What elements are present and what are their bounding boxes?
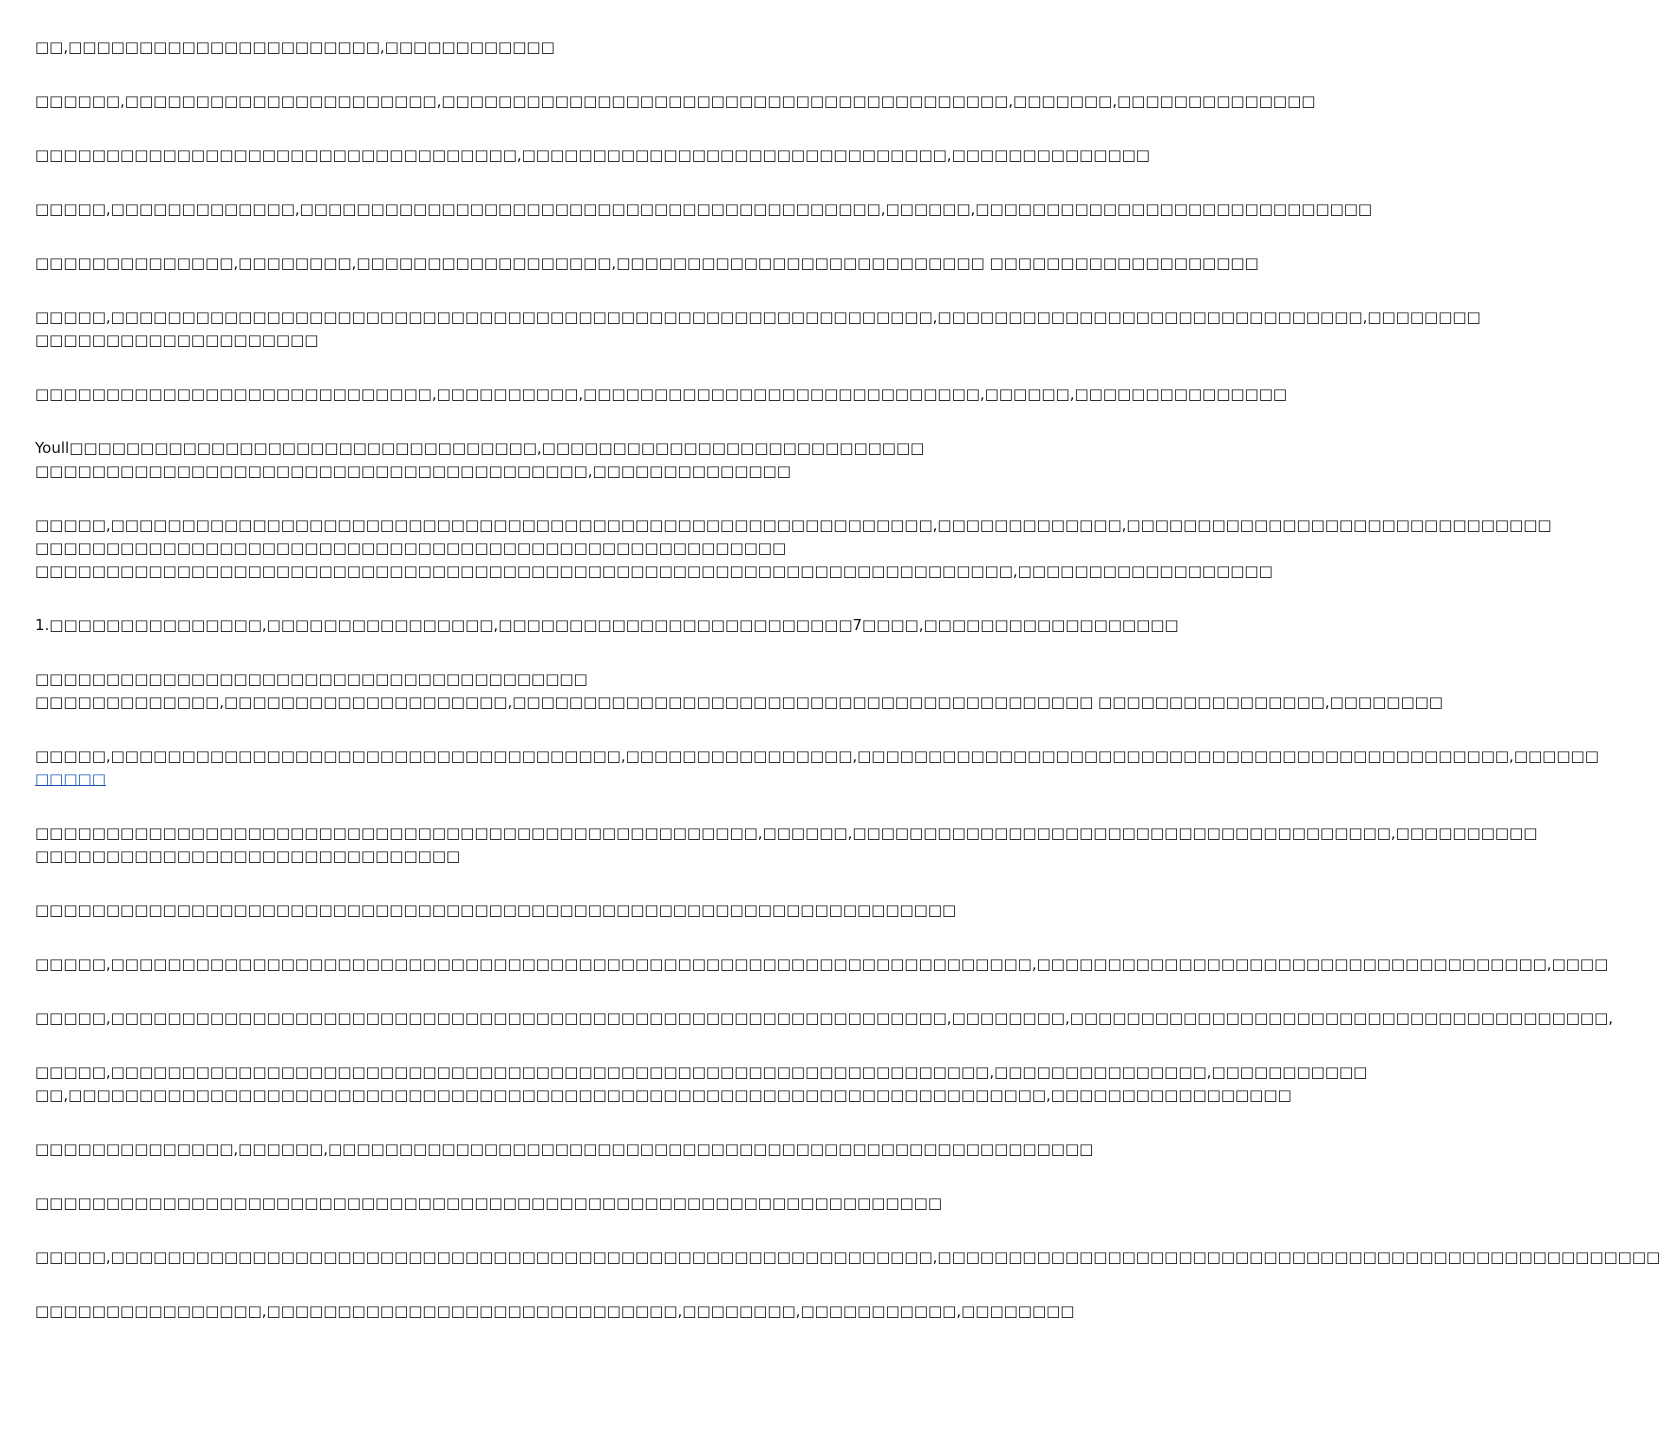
text-line: □□□□□□□□□□□□□□□□,□□□□□□□□□□□□□□□□□□□□□□□□□□□□□,□□□□□□□□,□□□□□□□□□□□,□□□□□□□□	[35, 1302, 1075, 1320]
text-line: □□□□□□□□□□□□□,□□□□□□□□□□□□□□□□□□□□,□□□□□□□□□□□□□□□□□□□□□□□□□□□□□□□□□□□□□□□□□ □□□□□□□□□□□□□□□□,□□□□□□□□	[35, 693, 1443, 711]
text-link[interactable]: □□□□□	[35, 770, 106, 788]
text-line: □□□□□□□□□□□□□□□□□□□□□□□□□□□□,□□□□□□□□□□,□□□□□□□□□□□□□□□□□□□□□□□□□□□□,□□□□□□,□□□□□□□□□□□□□□□	[35, 385, 1288, 403]
text-line: □□□□□□□□□□□□□□□□□□□□□□□□□□□□□□□□□□,□□□□□□□□□□□□□□□□□□□□□□□□□□□□□□,□□□□□□□□□□□□□□	[35, 146, 1150, 164]
text-line: □□□□□□□□□□□□□□□□□□□□	[35, 331, 319, 349]
paragraph	[35, 90, 1316, 113]
text-line: Youll□□□□□□□□□□□□□□□□□□□□□□□□□□□□□□□□□,□□□□□□□□□□□□□□□□□□□□□□□□□□□	[35, 439, 925, 457]
text-line: 1.□□□□□□□□□□□□□□□,□□□□□□□□□□□□□□□□,□□□□□□□□□□□□□□□□□□□□□□□□□7□□□□,□□□□□□□□□□□□□□□□□□	[35, 616, 1179, 634]
paragraph	[35, 437, 990, 483]
text-line: □□□□□,□□□□□□□□□□□□□,□□□□□□□□□□□□□□□□□□□□□□□□□□□□□□□□□□□□□□□□□,□□□□□□,□□□□□□□□□□□□□□□□□□□□□□□□□□□□	[35, 200, 1373, 218]
text-line: □□□□□,□□□□□□□□□□□□□□□□□□□□□□□□□□□□□□□□□□□□□□□□□□□□□□□□□□□□□□□□□□,□□□□□□□□□□□□□,□□□□□□□□□□□□□□□□□□□□□□□□□□□□□□	[35, 516, 1552, 534]
text-line: □□□□□□,□□□□□□□□□□□□□□□□□□□□□□,□□□□□□□□□□□□□□□□□□□□□□□□□□□□□□□□□□□□□□□□,□□□□□□□,□□□□□□□□□□□□□□	[35, 92, 1316, 110]
text-line: □□□□□,□□□□□□□□□□□□□□□□□□□□□□□□□□□□□□□□□□□□□□□□□□□□□□□□□□□□□□□□□□□□□□□□□,□□□□□□□□□□□□□□□□□□□□□□□□□□□□□□□□□□□□,□□□□	[35, 955, 1609, 973]
paragraph	[35, 1246, 1660, 1269]
text-line: □□□□□□□□□□□□□□□□□□□□□□□□□□□□□□□□□□□□□□□	[35, 670, 588, 688]
paragraph	[35, 668, 1443, 714]
paragraph	[35, 36, 990, 59]
document-page	[35, 36, 1660, 1436]
text-line: □□□□□□□□□□□□□□□□□□□□□□□□□□□□□□□□□□□□□□□□□□□□□□□□□□□□□□□□□□□□□□□□□	[35, 901, 957, 919]
paragraph	[35, 1061, 1368, 1107]
text-line: □□□□□□□□□□□□□□□□□□□□□□□□□□□□□□	[35, 847, 461, 865]
text-line: □□□□□□□□□□□□□□□□□□□□□□□□□□□□□□□□□□□□□□□,□□□□□□□□□□□□□□	[35, 462, 791, 480]
paragraph	[35, 514, 1552, 583]
paragraph	[35, 745, 1599, 791]
text-line: □□□□□□□□□□□□□□□□□□□□□□□□□□□□□□□□□□□□□□□□□□□□□□□□□□□□□□□□□□□□□□□□	[35, 1194, 943, 1212]
paragraph	[35, 1300, 1075, 1323]
text-line: □□□□□□□□□□□□□□□□□□□□□□□□□□□□□□□□□□□□□□□□□□□□□□□□□□□□□□□□□□□□□□□□□□□□□,□□□□□□□□□□□□□□□□□□	[35, 562, 1273, 580]
text-line: □□□□□□□□□□□□□□□□□□□□□□□□□□□□□□□□□□□□□□□□□□□□□□□□□□□,□□□□□□,□□□□□□□□□□□□□□□□□□□□□□□□□□□□□□□□□□□□□□,□□□□□□□□□□	[35, 824, 1538, 842]
text-line: □□□□□□□□□□□□□□,□□□□□□□□,□□□□□□□□□□□□□□□□□□,□□□□□□□□□□□□□□□□□□□□□□□□□□ □□□□□□□□□□□□□□□□□□□	[35, 254, 1259, 272]
paragraph	[35, 822, 1538, 868]
text-line: □□,□□□□□□□□□□□□□□□□□□□□□□□□□□□□□□□□□□□□□□□□□□□□□□□□□□□□□□□□□□□□□□□□□□□□□,□□□□□□□□□□□□□□□□□	[35, 1086, 1292, 1104]
text-line: □□□□□□□□□□□□□□□□□□□□□□□□□□□□□□□□□□□□□□□□□□□□□□□□□□□□□	[35, 539, 787, 557]
paragraph	[35, 252, 1259, 275]
paragraph	[35, 1192, 990, 1215]
text-line: □□,□□□□□□□□□□□□□□□□□□□□□□,□□□□□□□□□□□□	[35, 38, 555, 56]
paragraph	[35, 953, 1609, 976]
text-line: □□□□□,□□□□□□□□□□□□□□□□□□□□□□□□□□□□□□□□□□□□,□□□□□□□□□□□□□□□□,□□□□□□□□□□□□□□□□□□□□□□□□□□□□□□□□□□□□□□□□□□□□□□,□□□□□□	[35, 747, 1599, 765]
paragraph	[35, 614, 1179, 637]
text-line: □□□□□□□□□□□□□□,□□□□□□,□□□□□□□□□□□□□□□□□□□□□□□□□□□□□□□□□□□□□□□□□□□□□□□□□□□□□□	[35, 1140, 1094, 1158]
text-line: □□□□□,□□□□□□□□□□□□□□□□□□□□□□□□□□□□□□□□□□□□□□□□□□□□□□□□□□□□□□□□□□,□□□□□□□□□□□□□□□□□□□□□□□□□□□□□□,□□□□□□□□	[35, 308, 1481, 326]
text-line: □□□□□,□□□□□□□□□□□□□□□□□□□□□□□□□□□□□□□□□□□□□□□□□□□□□□□□□□□□□□□□□□□□□□,□□□□□□□□□□□□□□□,□□□□□□□□□□□	[35, 1063, 1368, 1081]
text-line: □□□□□,□□□□□□□□□□□□□□□□□□□□□□□□□□□□□□□□□□□□□□□□□□□□□□□□□□□□□□□□□□□,□□□□□□□□,□□□□□□□□□□□□□□□□□□□□□□□□□□□□□□□□□□□□□□,	[35, 1009, 1614, 1027]
text-line: □□□□□,□□□□□□□□□□□□□□□□□□□□□□□□□□□□□□□□□□□□□□□□□□□□□□□□□□□□□□□□□□,□□□□□□□□□□□□□□□□□□□□□□□□□□□□□□□□□□□□□□□□□□□□□□□□□□□	[35, 1248, 1660, 1266]
paragraph	[35, 1138, 1094, 1161]
paragraph	[35, 899, 990, 922]
paragraph	[35, 306, 1481, 352]
paragraph	[35, 383, 1288, 406]
paragraph	[35, 144, 1150, 167]
paragraph	[35, 198, 1373, 221]
paragraph	[35, 1007, 1614, 1030]
